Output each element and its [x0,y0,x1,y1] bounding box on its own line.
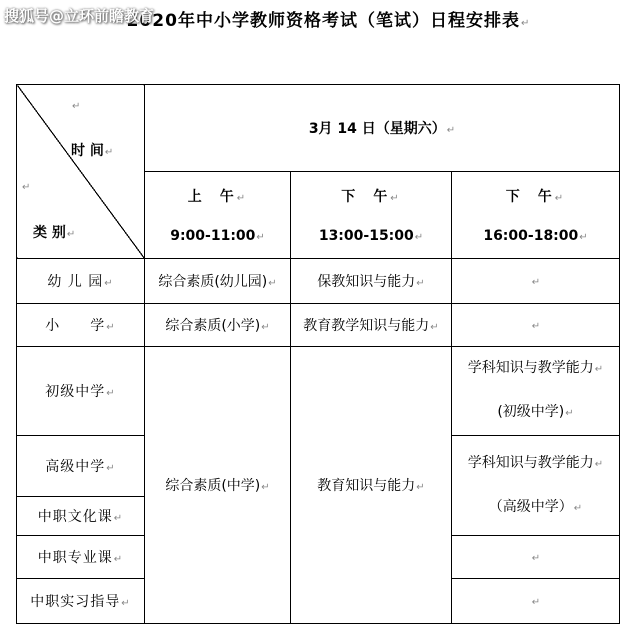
category-voc-culture: 中职文化课↵ [17,497,145,536]
subject-senior-s3: 学科知识与教学能力↵ （高级中学）↵ [452,436,620,536]
category-kindergarten: 幼 儿 园↵ [17,259,145,304]
category-senior: 高级中学↵ [17,436,145,497]
header-diagonal-cell: ↵ 时 间↵ ↵ 类 别↵ [17,85,145,259]
exam-date: 3月 14 日（星期六）↵ [145,85,620,172]
schedule-table [16,84,620,624]
page-title: 2020年中小学教师资格考试（笔试）日程安排表↵ [126,11,531,31]
subject-secondary-s2: 教育知识与能力↵ [291,347,452,624]
subject-kindergarten-s3: ↵ [452,259,620,304]
subject-primary-s2: 教育教学知识与能力↵ [291,304,452,347]
category-voc-practice: 中职实习指导↵ [17,579,145,624]
subject-voc-major-s3: ↵ [452,536,620,579]
subject-secondary-s1: 综合素质(中学)↵ [145,347,291,624]
session-afternoon-1: 下 午↵ 13:00-15:00↵ [291,172,452,259]
subject-primary-s1: 综合素质(小学)↵ [145,304,291,347]
category-voc-major: 中职专业课↵ [17,536,145,579]
session-morning: 上 午↵ 9:00-11:00↵ [145,172,291,259]
category-header-label: 类 别↵ [33,225,76,241]
time-header-label: 时 间↵ [71,143,114,159]
watermark: 搜狐号@立环前瞻教育 [4,7,155,25]
subject-kindergarten-s2: 保教知识与能力↵ [291,259,452,304]
category-primary: 小 学↵ [17,304,145,347]
subject-kindergarten-s1: 综合素质(幼儿园)↵ [145,259,291,304]
subject-voc-practice-s3: ↵ [452,579,620,624]
category-junior: 初级中学↵ [17,347,145,436]
subject-junior-s3: 学科知识与教学能力↵ (初级中学)↵ [452,347,620,436]
subject-primary-s3: ↵ [452,304,620,347]
session-afternoon-2: 下 午↵ 16:00-18:00↵ [452,172,620,259]
